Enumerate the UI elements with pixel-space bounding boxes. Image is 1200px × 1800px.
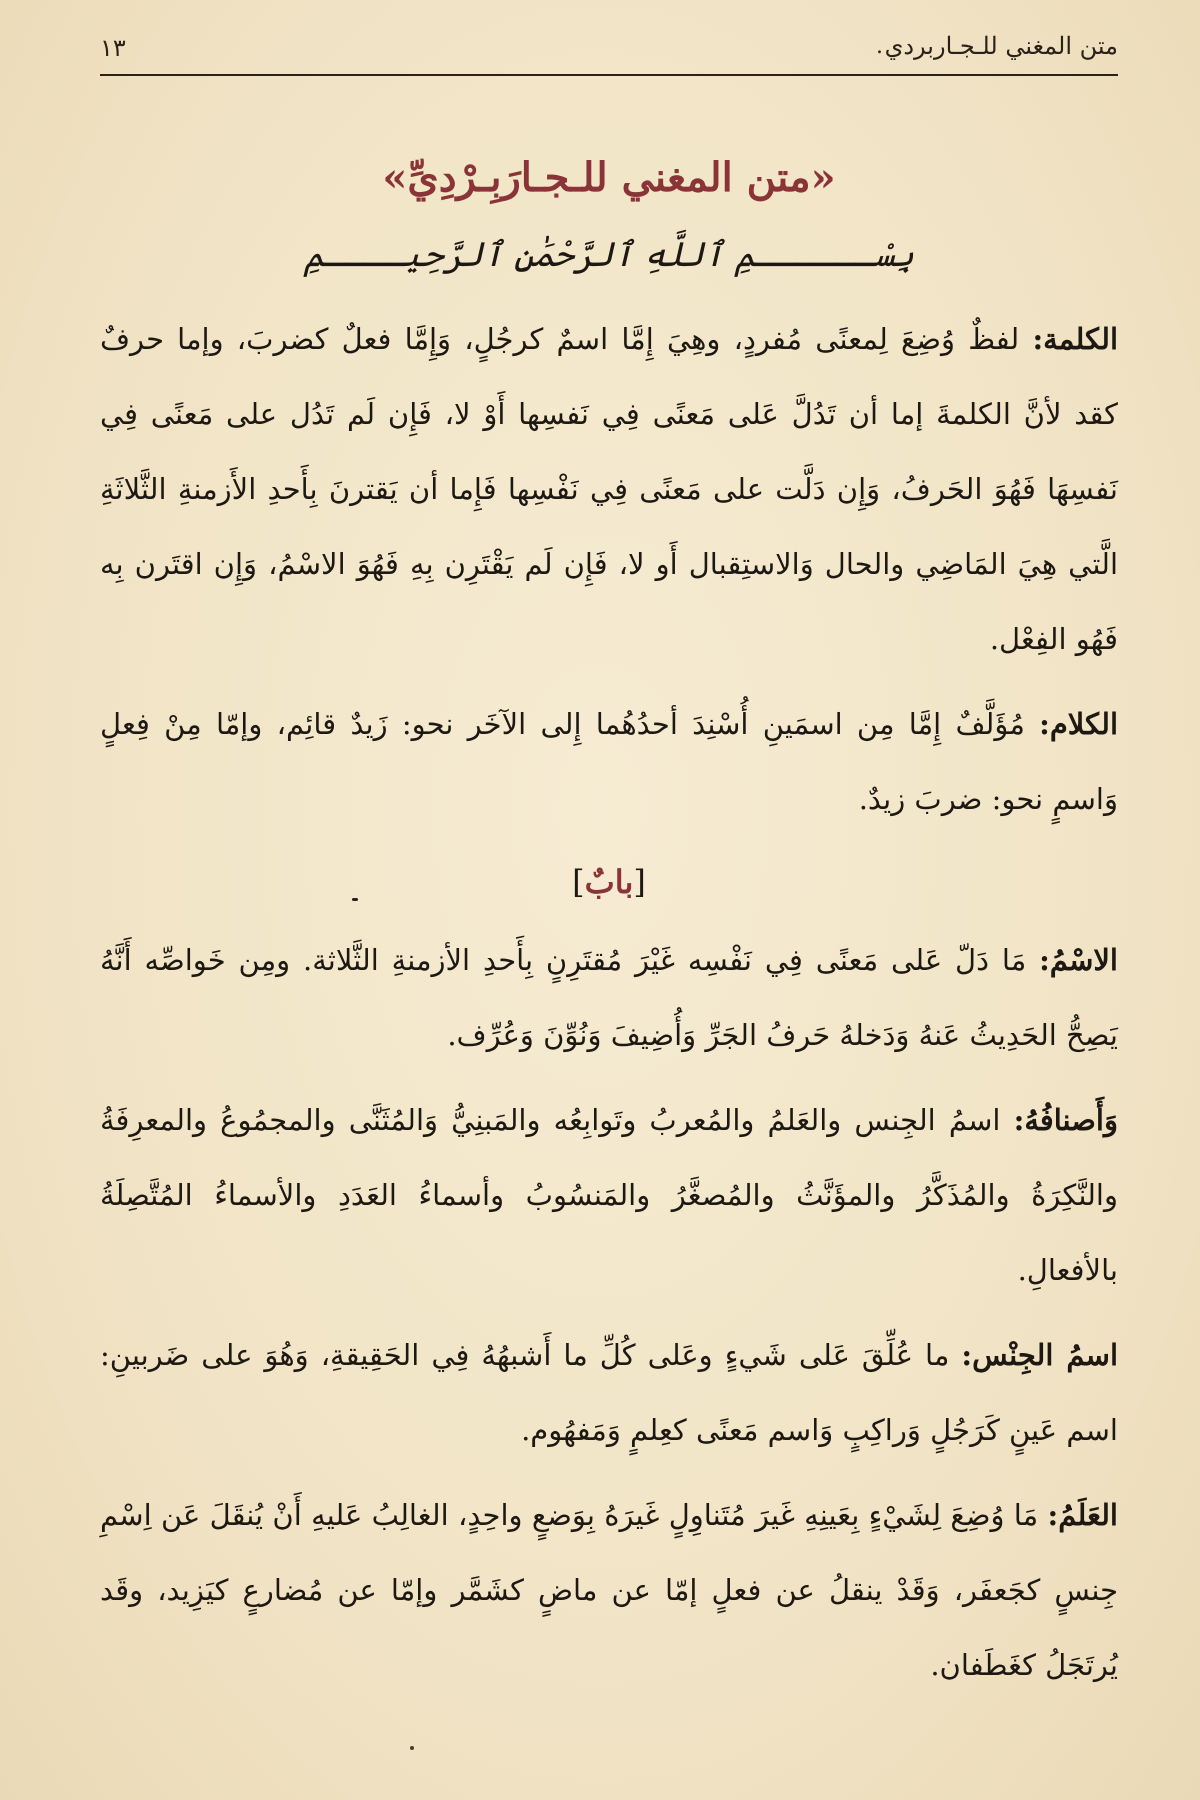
running-title-dot: . [876,34,883,59]
paragraph-text: مَا دَلّ عَلى مَعنًى فِي نَفْسِه غَيْرَ مُقتَرِنٍ بِأَحدِ الأزمنةِ الثَّلاثة. ومِن خَواصِّه أَنَّهُ يَصِحُّ الحَدِيثُ عَنهُ وَدَخلهُ حَرفُ الجَرِّ وَأُضِيفَ وَنُوِّنَ وَعُرِّف. [100,942,1118,1052]
heading-bracket-close: ] [572,862,585,901]
book-title: «متن المغني للـجـارَبِـرْدِيِّ» [382,154,836,201]
paragraph-term: اسمُ الجِنْس: [961,1337,1118,1372]
paragraph-term: العَلَمُ: [1047,1497,1118,1532]
paragraph-kalima [100,302,1118,677]
paragraph-term: الكلمة: [1032,321,1118,356]
page-number: ١٣ [100,34,126,62]
paragraph-text: اسمُ الجِنس والعَلمُ والمُعربُ وتَوابِعُه والمَبنِيُّ وَالمُثَنَّى والمجمُوعُ والمعرِفَةُ والنَّكِرَةُ والمُذَكَّرُ والمؤَنَّثُ والمُصغَّرُ والمَنسُوبُ وأسماءُ العَدَدِ والأسماءُ المُتَّصِلَةُ بالأفعالِ. [100,1102,1118,1287]
paragraph-ism-al-jins [100,1318,1118,1468]
paragraph-text: مَا وُضِعَ لِشَيْءٍ بِعَينِهِ غَيرَ مُتَناوِلٍ غَيرَهُ بِوَضعٍ واحِدٍ، الغالِبُ عَليهِ أَنْ يُنقَلَ عَن اِسْمِ جِنسٍ كجَعفَر، وَقَدْ ينقلُ عن فعلٍ إمّا عن ماضٍ كشَمَّر وإمّا عن مُضارعٍ كيَزِيد، وقَد يُرتَجَلُ كغَطَفان. [100,1497,1118,1682]
paragraph-text: لفظٌ وُضِعَ لِمعنًى مُفردٍ، وهِيَ إِمَّا اسمٌ كرجُلٍ، وَإِمَّا فعلٌ كضربَ، وإما حرفٌ كقد لأنَّ الكلمةَ إما أن تَدُلَّ عَلى مَعنًى فِي نَفسِها أَوْ لا، فَإِن لَم تَدُل على مَعنًى فِي نَفسِهَا فَهُوَ الحَرفُ، وَإِن دَلَّت على مَعنًى فِي نَفْسِها فَإِما أن يَقترنَ بِأَحدِ الأَزمنةِ الثَّلاثَةِ الَّتي هِيَ المَاضِي والحال وَالاستِقبال أَو لا، فَإِن لَم يَقْتَرِن بِهِ فَهُوَ الاسْمُ، وَإِن اقتَرن بِه فَهُو الفِعْل. [100,321,1118,656]
running-title: متن المغني للـجـاربردي [884,32,1118,60]
heading-bracket-open: [ [633,862,646,901]
page-header [100,30,1118,76]
paragraph-term: الاسْمُ: [1039,942,1118,977]
page-body [100,150,1118,1713]
paragraph-ism [100,923,1118,1073]
stray-ink-mark [352,898,358,901]
paragraph-kalam [100,687,1118,837]
section-heading [100,847,1118,917]
paragraph-alam [100,1478,1118,1703]
paragraph-asnaf [100,1083,1118,1308]
paragraph-term: الكلام: [1039,706,1118,741]
heading-word: بابٌ [584,862,634,901]
basmala: بِسْــــــمِ ٱللَّهِ ٱلرَّحْمَٰنِ ٱلرَّحِيــــمِ [303,235,915,275]
paragraph-text: مُؤَلَّفٌ إِمَّا مِن اسمَينِ أُسْنِدَ أحدُهُما إِلى الآخَر نحو: زَيدٌ قائِم، وإمّا مِنْ فِعلٍ وَاسمٍ نحو: ضربَ زيدٌ. [100,706,1118,816]
paragraph-term: وَأَصنافُهُ: [1013,1102,1118,1137]
stray-ink-dot [410,1746,414,1750]
paragraph-text: ما عُلِّقَ عَلى شَيءٍ وعَلى كُلِّ ما أَشبهُهُ فِي الحَقِيقةِ، وَهُوَ على ضَربينِ: اسم عَينٍ كَرَجُلٍ وَراكِبٍ وَاسم مَعنًى كعِلمٍ وَمَفهُوم. [100,1337,1118,1447]
